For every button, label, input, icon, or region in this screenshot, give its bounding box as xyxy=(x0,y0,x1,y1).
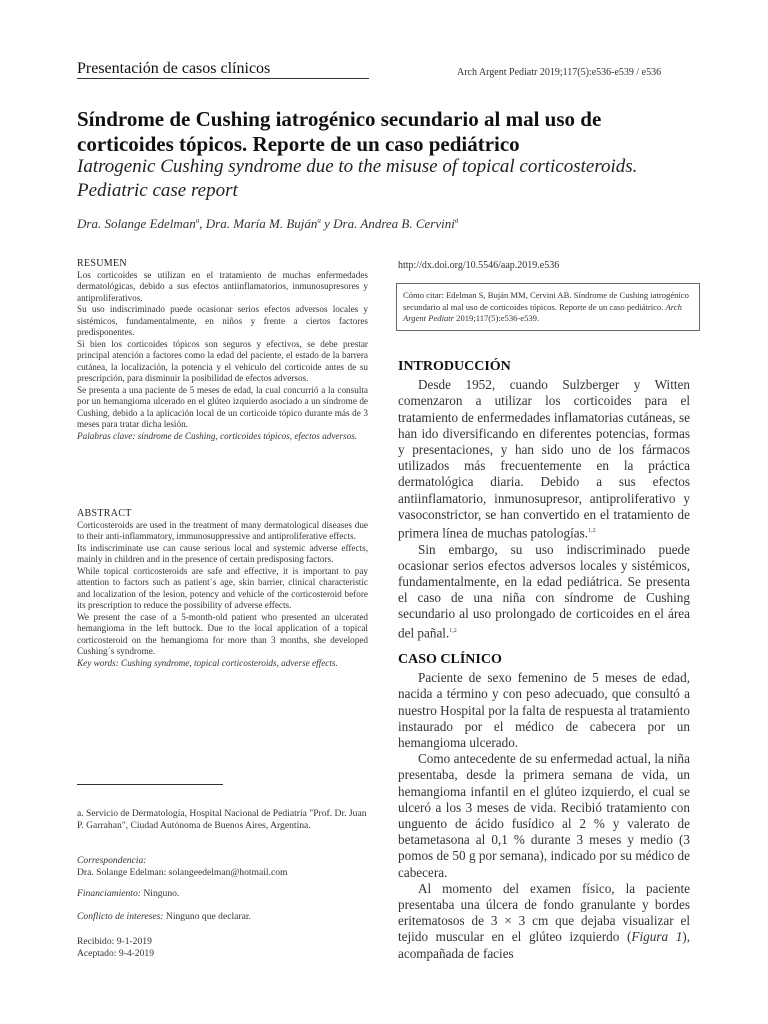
author-line xyxy=(77,216,458,232)
affiliation-footnote: a. Servicio de Dermatología, Hospital Nacional de Pediatría "Prof. Dr. Juan P. Garrahan", Ciudad Autónoma de Buenos Aires, Argentina. xyxy=(77,808,367,831)
conflict-label: Conflicto de intereses: xyxy=(77,911,164,922)
figure-reference[interactable]: Figura 1 xyxy=(631,929,683,945)
affiliation-mark: a xyxy=(454,216,459,225)
footnote-rule xyxy=(77,784,223,785)
author-2: , Dra. María M. Buján xyxy=(199,216,318,231)
funding-value: Ninguno. xyxy=(140,888,180,899)
abstract-paragraph: While topical corticosteroids are safe and effective, it is important to pay attention to factors such as patient´s age, skin barrier, clinical characteristic and localization of the lesion, potency and vehicle of the corticosteroid before its prescription to reduce the possibility of adverse effects. xyxy=(77,565,368,610)
reference-mark: 1,2 xyxy=(588,528,596,535)
affiliation-mark: a xyxy=(195,216,200,225)
resumen-block xyxy=(77,258,368,442)
abstract-paragraph: Its indiscriminate use can cause serious local and systemic adverse effects, mainly in children and in the presence of certain predisposing factors. xyxy=(77,542,368,564)
dates xyxy=(77,936,368,960)
citation-tail: 2019;117(5):e536-e539. xyxy=(454,313,540,323)
abstract-heading: ABSTRACT xyxy=(77,508,132,519)
conflict-value: Ninguno que declarar. xyxy=(163,911,251,922)
resumen-paragraph: Se presenta a una paciente de 5 meses de edad, la cual concurrió a la consulta por un hemangioma ulcerado en el glúteo izquierdo asociado a un síndrome de Cushing, debido a la aplicación local de un corticoide tópico durante más de 3 meses para tratar dicha lesión. xyxy=(77,384,368,429)
intro-heading: INTRODUCCIÓN xyxy=(398,359,511,374)
citation-box xyxy=(396,283,700,331)
case-paragraph: Paciente de sexo femenino de 5 meses de edad, nacida a término y con peso adecuado, que consultó a nuestro Hospital por la falta de respuesta al tratamiento instaurado por el médico de cabecera por un hemangioma ulcerado. xyxy=(398,670,690,751)
accepted-date: Aceptado: 9-4-2019 xyxy=(77,948,154,959)
resumen-heading: RESUMEN xyxy=(77,258,127,269)
doi-link[interactable]: http://dx.doi.org/10.5546/aap.2019.e536 xyxy=(398,260,560,271)
resumen-paragraph: Los corticoides se utilizan en el tratamiento de muchas enfermedades dermatológicas, debido a sus efectos antiinflamatorios, inmunosupresores y antiproliferativos. xyxy=(77,269,368,303)
citation-text: Cómo citar: Edelman S, Buján MM, Cervini AB. Síndrome de Cushing iatrogénico secundario al mal uso de corticoides tópicos. Reporte de un caso pediátrico. xyxy=(403,290,689,312)
intro-paragraph: Sin embargo, su uso indiscriminado puede ocasionar serios efectos adversos locales y sistémicos, fundamentalmente, en la edad pediátrica. Se presenta el caso de una niña con síndrome de Cushing secundario al uso prolongado de corticoides en el área del pañal.$^{1,2}$ xyxy=(398,541,690,641)
case-heading: CASO CLÍNICO xyxy=(398,652,502,667)
correspondence-label: Correspondencia: xyxy=(77,855,147,866)
author-3: y Dra. Andrea B. Cervini xyxy=(320,216,455,231)
section-label: Presentación de casos clínicos xyxy=(77,60,271,77)
abstract-paragraph: We present the case of a 5-month-old patient who presented an ulcerated hemangioma in the left buttock. Due to the local application of a topical corticosteroid on the hemangioma for more than 3 months, she developed Cushing´s syndrome. xyxy=(77,611,368,656)
affiliation-mark: a xyxy=(317,216,321,225)
citation-journal: Arch Argent Pediatr xyxy=(403,301,682,323)
abstract-block xyxy=(77,508,368,669)
case-paragraph: Al momento del examen físico, la paciente presentaba una úlcera de fondo granulante y bordes eritematosos de 3 × 3 cm que dejaba visualizar el tejido muscular en el glúteo izquierdo (Figura 1), acompañada de facies xyxy=(398,880,690,961)
resumen-paragraph: Si bien los corticoides tópicos son seguros y efectivos, se debe prestar principal atención a factores como la edad del paciente, el estado de la barrera cutánea, la localización, la potencia y el vehículo del corticoide antes de su prescripción, para disminuir la posibilidad de efectos adversos. xyxy=(77,338,368,383)
title-english: Iatrogenic Cushing syndrome due to the misuse of topical corticosteroids. Pediatric case report xyxy=(77,156,638,201)
funding-label: Financiamiento: xyxy=(77,888,141,899)
journal-reference: Arch Argent Pediatr 2019;117(5):e536-e539 / e536 xyxy=(457,67,662,78)
funding xyxy=(77,888,368,900)
abstract-paragraph: Corticosteroids are used in the treatment of many dermatological diseases due to their anti-inflammatory, immunosuppressive and antiproliferative effects. xyxy=(77,519,368,541)
reference-mark: 1,2 xyxy=(449,627,457,634)
conflict xyxy=(77,911,368,923)
case-section xyxy=(398,652,690,962)
resumen-keywords: Palabras clave: síndrome de Cushing, corticoides tópicos, efectos adversos. xyxy=(77,430,358,441)
correspondence-email: Dra. Solange Edelman: solangeedelman@hotmail.com xyxy=(77,867,288,878)
received-date: Recibido: 9-1-2019 xyxy=(77,936,152,947)
author-1: Dra. Solange Edelman xyxy=(77,216,196,231)
resumen-paragraph: Su uso indiscriminado puede ocasionar serios efectos adversos locales y sistémicos, fundamentalmente, en niños y frente a ciertos factores predisponentes. xyxy=(77,304,368,337)
section-underline xyxy=(77,78,369,79)
intro-section xyxy=(398,359,690,641)
abstract-keywords: Key words: Cushing syndrome, topical corticosteroids, adverse effects. xyxy=(77,657,338,668)
title-spanish: Síndrome de Cushing iatrogénico secundario al mal uso de corticoides tópicos. Reporte de un caso pediátrico xyxy=(77,107,602,156)
correspondence xyxy=(77,855,368,879)
case-paragraph: Como antecedente de su enfermedad actual, la niña presentaba, desde la primera semana de vida, un hemangioma infantil en el glúteo izquierdo, el cual se ulceró a los 3 meses de vida. Recibió tratamiento con unguento de ácido fusídico al 2 % y valerato de betametasona al 0,1 % durante 3 meses y medio (3 pomos de 50 g por semana), indicado por su médico de cabecera. xyxy=(398,751,690,880)
intro-paragraph: Desde 1952, cuando Sulzberger y Witten comenzaron a utilizar los corticoides para el tratamiento de enfermedades inflamatorias cutáneas, se han ido diversificando en diferentes potencias, formas y presentaciones, y han sido uno de los fármacos utilizados más frecuentemente en la práctica dermatológica diaria. Debido a sus efectos antiinflamatorio, inmunosupresor, antiproliferativo y vasoconstrictor, se han convertido en el tratamiento de primera línea de muchas patologías.$^{1,2}$ xyxy=(398,377,690,541)
